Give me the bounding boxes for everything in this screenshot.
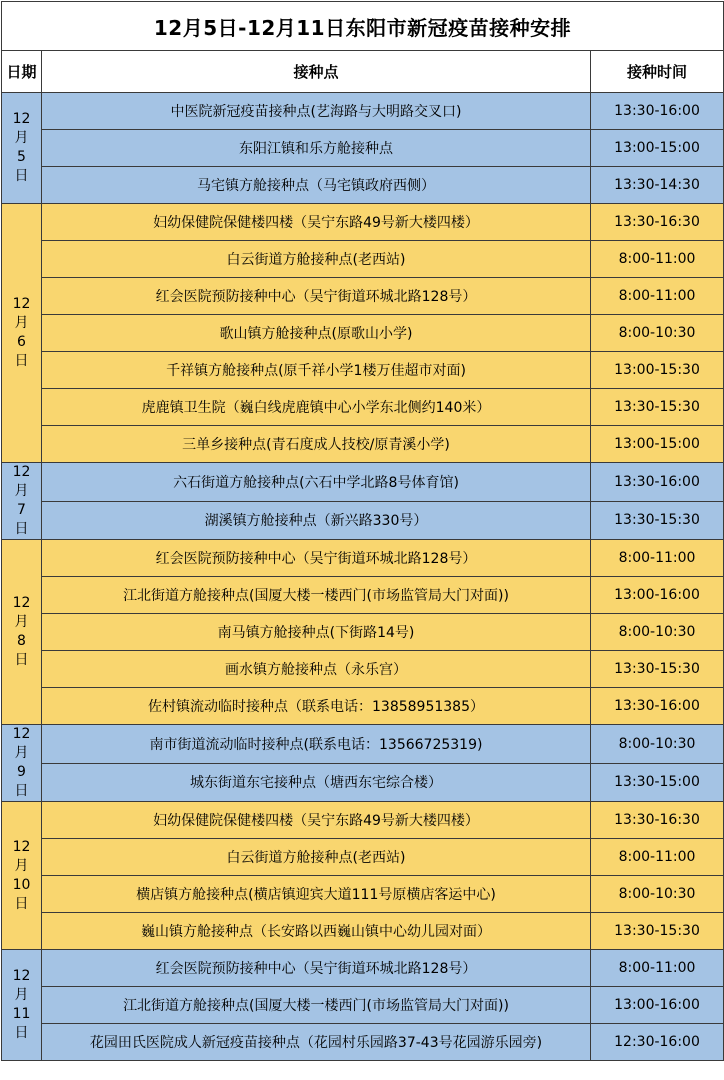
table-row xyxy=(2,651,724,688)
page-title: 12月5日-12月11日东阳市新冠疫苗接种安排 xyxy=(2,2,724,51)
site-cell: 马宅镇方舱接种点（马宅镇政府西侧） xyxy=(42,167,591,204)
site-cell: 歌山镇方舱接种点(原歌山小学) xyxy=(42,315,591,352)
time-cell: 13:30-15:30 xyxy=(591,501,724,540)
time-cell: 13:30-15:30 xyxy=(591,913,724,950)
date-part: 12 xyxy=(12,726,31,742)
time-cell: 13:30-15:30 xyxy=(591,389,724,426)
date-cell xyxy=(2,540,42,725)
site-cell: 城东街道东宅接种点（塘西东宅综合楼） xyxy=(42,763,591,802)
date-part: 12 xyxy=(12,968,31,984)
date-part: 12 xyxy=(12,595,31,611)
date-cell xyxy=(2,950,42,1061)
table-row xyxy=(2,950,724,987)
table-row xyxy=(2,204,724,241)
site-cell: 红会医院预防接种中心（吴宁街道环城北路128号） xyxy=(42,950,591,987)
date-part: 日 xyxy=(14,168,29,184)
site-cell: 江北街道方舱接种点(国厦大楼一楼西门(市场监管局大门对面)) xyxy=(42,987,591,1024)
time-cell: 8:00-10:30 xyxy=(591,725,724,764)
table-row xyxy=(2,426,724,463)
time-cell: 13:00-15:30 xyxy=(591,352,724,389)
site-cell: 湖溪镇方舱接种点（新兴路330号） xyxy=(42,501,591,540)
table-row xyxy=(2,389,724,426)
date-part: 5 xyxy=(17,149,26,165)
time-cell: 8:00-11:00 xyxy=(591,241,724,278)
time-cell: 8:00-11:00 xyxy=(591,278,724,315)
table-row xyxy=(2,987,724,1024)
table-row xyxy=(2,725,724,764)
site-cell: 花园田氏医院成人新冠疫苗接种点（花园村乐园路37-43号花园游乐园旁) xyxy=(42,1024,591,1061)
time-cell: 8:00-10:30 xyxy=(591,614,724,651)
time-cell: 13:30-15:00 xyxy=(591,763,724,802)
time-cell: 13:30-16:00 xyxy=(591,463,724,502)
time-cell: 12:30-16:00 xyxy=(591,1024,724,1061)
table-row xyxy=(2,540,724,577)
table-row xyxy=(2,839,724,876)
date-part: 12 xyxy=(12,464,31,480)
site-cell: 江北街道方舱接种点(国厦大楼一楼西门(市场监管局大门对面)) xyxy=(42,577,591,614)
date-part: 月 xyxy=(14,857,29,874)
time-cell: 13:30-15:30 xyxy=(591,651,724,688)
date-part: 日 xyxy=(14,1025,29,1041)
date-part: 8 xyxy=(17,633,26,649)
table-row xyxy=(2,577,724,614)
time-cell: 13:00-15:00 xyxy=(591,130,724,167)
site-cell: 白云街道方舱接种点(老西站) xyxy=(42,839,591,876)
table-row xyxy=(2,688,724,725)
date-part: 10 xyxy=(12,876,31,893)
site-cell: 东阳江镇和乐方舱接种点 xyxy=(42,130,591,167)
date-cell xyxy=(2,93,42,204)
time-cell: 8:00-11:00 xyxy=(591,540,724,577)
time-cell: 13:00-16:00 xyxy=(591,577,724,614)
time-cell: 8:00-11:00 xyxy=(591,839,724,876)
date-part: 月 xyxy=(14,315,29,331)
date-part: 月 xyxy=(14,745,29,761)
date-part: 月 xyxy=(14,614,29,630)
date-part: 日 xyxy=(14,353,29,369)
table-row xyxy=(2,876,724,913)
date-part: 日 xyxy=(14,783,29,799)
table-row xyxy=(2,167,724,204)
table-row xyxy=(2,241,724,278)
time-cell: 8:00-10:30 xyxy=(591,315,724,352)
time-cell: 13:30-16:00 xyxy=(591,93,724,130)
time-cell: 8:00-10:30 xyxy=(591,876,724,913)
date-part: 12 xyxy=(12,296,31,312)
date-cell xyxy=(2,725,42,802)
site-cell: 横店镇方舱接种点(横店镇迎宾大道111号原横店客运中心) xyxy=(42,876,591,913)
site-cell: 妇幼保健院保健楼四楼（吴宁东路49号新大楼四楼） xyxy=(42,204,591,241)
date-part: 11 xyxy=(12,1006,31,1022)
table-row xyxy=(2,802,724,839)
site-cell: 佐村镇流动临时接种点（联系电话：13858951385） xyxy=(42,688,591,725)
site-cell: 南马镇方舱接种点(下街路14号) xyxy=(42,614,591,651)
header-date: 日期 xyxy=(2,51,42,93)
site-cell: 巍山镇方舱接种点（长安路以西巍山镇中心幼儿园对面） xyxy=(42,913,591,950)
date-part: 日 xyxy=(14,521,29,537)
table-row xyxy=(2,315,724,352)
date-cell xyxy=(2,463,42,540)
time-cell: 13:30-16:30 xyxy=(591,802,724,839)
table-row xyxy=(2,1024,724,1061)
date-part: 9 xyxy=(17,764,26,780)
table-row xyxy=(2,763,724,802)
site-cell: 千祥镇方舱接种点(原千祥小学1楼万佳超市对面) xyxy=(42,352,591,389)
table-row xyxy=(2,913,724,950)
time-cell: 13:30-16:00 xyxy=(591,688,724,725)
site-cell: 画水镇方舱接种点（永乐宫） xyxy=(42,651,591,688)
schedule-table xyxy=(1,1,724,1061)
site-cell: 中医院新冠疫苗接种点(艺海路与大明路交叉口) xyxy=(42,93,591,130)
date-part: 12 xyxy=(12,111,31,127)
schedule-body xyxy=(2,2,724,1061)
date-part: 日 xyxy=(14,652,29,668)
table-row xyxy=(2,352,724,389)
date-part: 月 xyxy=(14,130,29,146)
site-cell: 南市街道流动临时接种点(联系电话：13566725319) xyxy=(42,725,591,764)
time-cell: 13:30-16:30 xyxy=(591,204,724,241)
site-cell: 六石街道方舱接种点(六石中学北路8号体育馆) xyxy=(42,463,591,502)
date-part: 日 xyxy=(14,895,29,912)
header-row xyxy=(2,51,724,93)
header-time: 接种时间 xyxy=(591,51,724,93)
table-row xyxy=(2,614,724,651)
site-cell: 妇幼保健院保健楼四楼（吴宁东路49号新大楼四楼） xyxy=(42,802,591,839)
table-row xyxy=(2,463,724,502)
table-row xyxy=(2,278,724,315)
time-cell: 8:00-11:00 xyxy=(591,950,724,987)
site-cell: 三单乡接种点(青石度成人技校/原青溪小学) xyxy=(42,426,591,463)
date-cell xyxy=(2,802,42,950)
date-part: 月 xyxy=(14,987,29,1003)
time-cell: 13:00-16:00 xyxy=(591,987,724,1024)
date-part: 12 xyxy=(12,838,31,855)
site-cell: 虎鹿镇卫生院（巍白线虎鹿镇中心小学东北侧约140米） xyxy=(42,389,591,426)
table-row xyxy=(2,93,724,130)
site-cell: 白云街道方舱接种点(老西站) xyxy=(42,241,591,278)
time-cell: 13:00-15:00 xyxy=(591,426,724,463)
table-row xyxy=(2,501,724,540)
date-part: 7 xyxy=(17,502,26,518)
date-part: 6 xyxy=(17,334,26,350)
header-site: 接种点 xyxy=(42,51,591,93)
site-cell: 红会医院预防接种中心（吴宁街道环城北路128号） xyxy=(42,278,591,315)
date-part: 月 xyxy=(14,483,29,499)
table-row xyxy=(2,130,724,167)
date-cell xyxy=(2,204,42,463)
site-cell: 红会医院预防接种中心（吴宁街道环城北路128号） xyxy=(42,540,591,577)
time-cell: 13:30-14:30 xyxy=(591,167,724,204)
